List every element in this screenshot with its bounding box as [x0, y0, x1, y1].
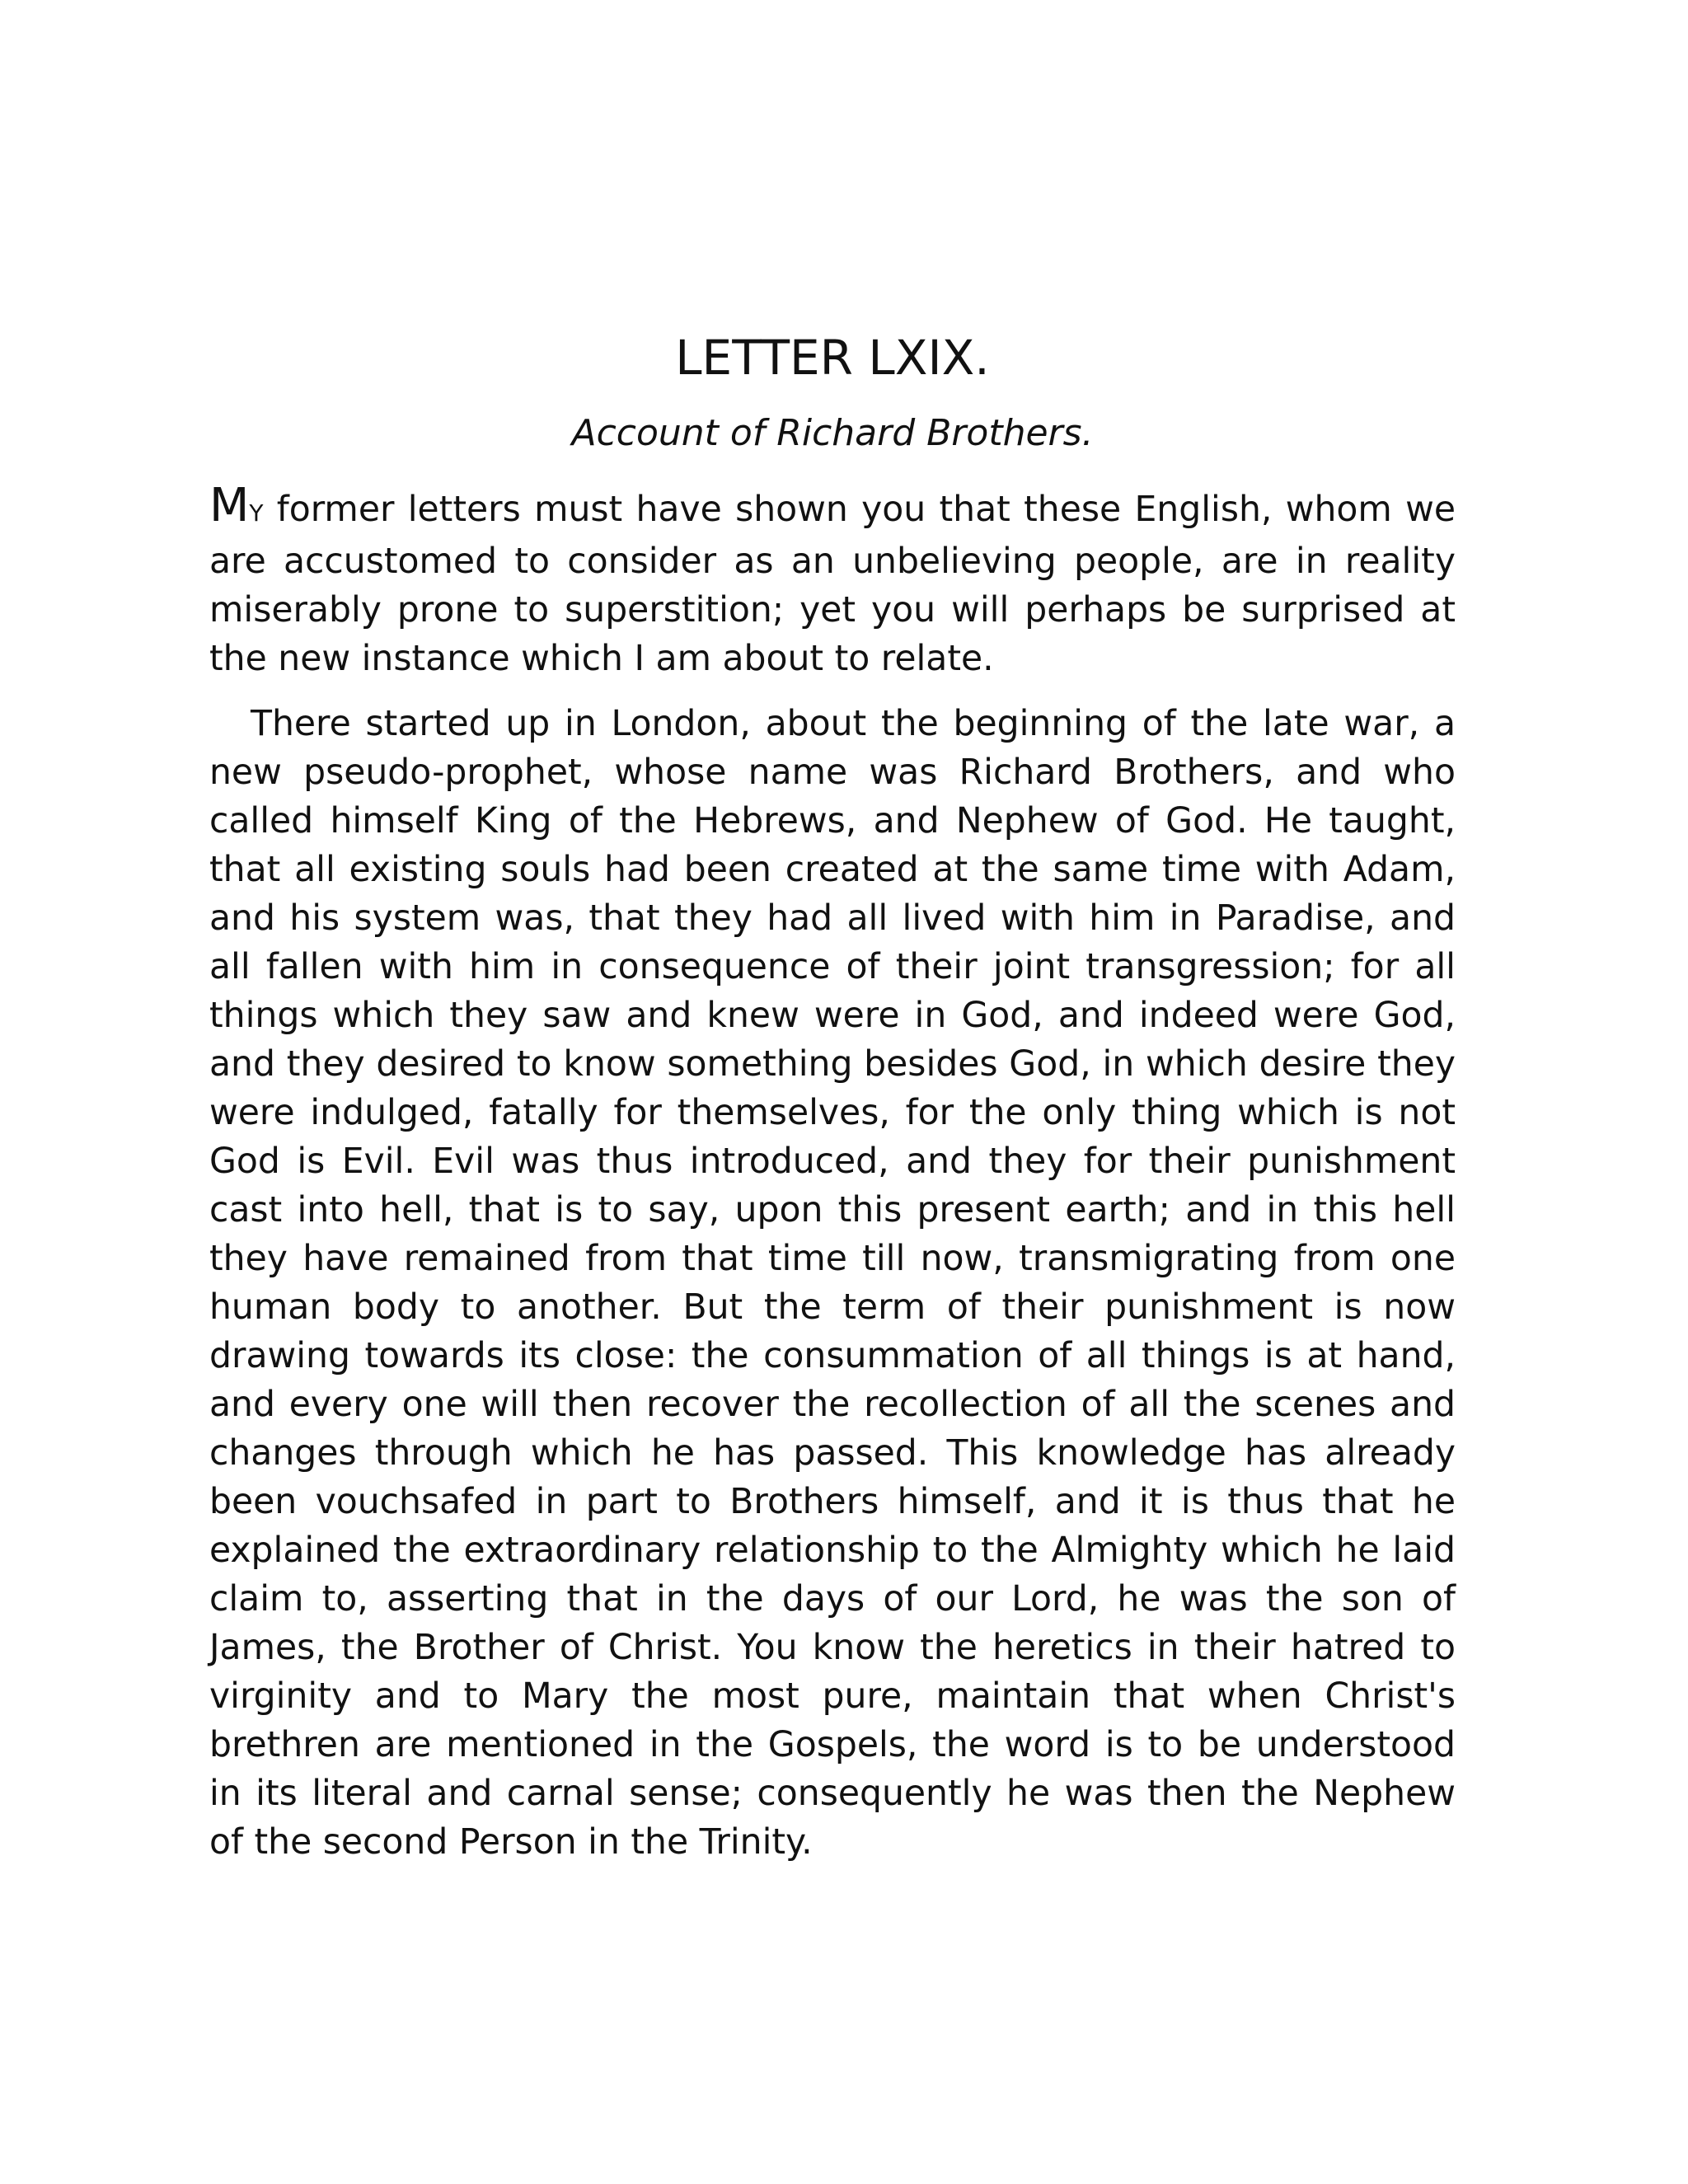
small-cap-letter: Y: [249, 499, 264, 527]
paragraph-1-text: former letters must have shown you that these English, whom we are accustomed to consider as an unbelieving people, are in reality miserably prone to superstition; yet you will perhaps be surprised at the new instance which I am about to relate.: [209, 490, 1456, 680]
letter-title: LETTER LXIX.: [675, 330, 990, 386]
paragraph-2: There started up in London, about the beginning of the late war, a new pseudo-prophet, whose name was Richard Brothers, and who called himself King of the Hebrews, and Nephew of God. He taught, that all existing souls had been created at the same time with Adam, and his system was, that they had all lived with him in Paradise, and all fallen with him in consequence of their joint transgression; for all things which they saw and knew were in God, and indeed were God, and they desired to know something besides God, in which desire they were indulged, fatally for themselves, for the only thing which is not God is Evil. Evil was thus introduced, and they for their punishment cast into hell, that is to say, upon this present earth; and in this hell they have remained from that time till now, transmigrating from one human body to another. But the term of their punishment is now drawing towards its close: the consummation of all things is at hand, and every one will then recover the recollection of all the scenes and changes through which he has passed. This knowledge has already been vouchsafed in part to Brothers himself, and it is thus that he explained the extraordinary relationship to the Almighty which he laid claim to, asserting that in the days of our Lord, he was the son of James, the Brother of Christ. You know the heretics in their hatred to virginity and to Mary the most pure, maintain that when Christ's brethren are mentioned in the Gospels, the word is to be understood in its literal and carnal sense; consequently he was then the Nephew of the second Person in the Trinity.: [209, 704, 1456, 1863]
document-page: [209, 330, 1456, 1883]
paragraph-1: [209, 481, 1456, 683]
letter-subtitle: Account of Richard Brothers.: [571, 411, 1094, 454]
drop-cap-initial: M: [209, 479, 250, 533]
